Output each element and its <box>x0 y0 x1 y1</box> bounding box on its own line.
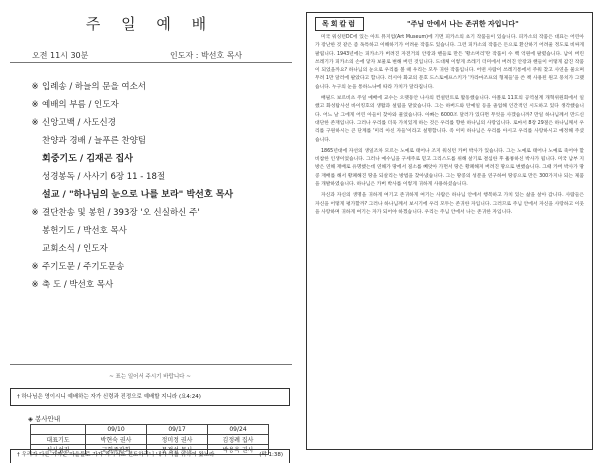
closing-verse-reference: (막 1:38) <box>259 452 283 458</box>
closing-verse-box <box>10 449 290 463</box>
table-cell: 김정례 집사 <box>208 435 269 445</box>
table-row <box>31 435 269 445</box>
order-item <box>28 114 290 132</box>
service-time: 오전 11시 30분 <box>32 51 89 60</box>
order-item <box>28 258 290 276</box>
order-item-text: 봉헌기도 / 박선호 목사 <box>42 226 127 236</box>
order-item <box>28 222 290 240</box>
column-tag: 목회칼럼 <box>315 17 364 31</box>
order-item-text: 교회소식 / 인도자 <box>42 244 108 254</box>
scripture-box: † 하나님은 영이시니 예배하는 자가 신령과 진정으로 예배할 지니라 (요4:24) <box>10 388 290 406</box>
column-title: "주님 안에서 나는 존귀한 자입니다" <box>407 20 519 28</box>
order-item <box>28 150 290 168</box>
column-body <box>315 34 584 217</box>
table-cell: 박현숙 권사 <box>86 435 147 445</box>
closing-verse-text: † 우리가 다른 가까운 마을들로 가자 거기서도 전도하리니 내가 이를 위하여 왔노라 <box>17 452 215 458</box>
order-item <box>28 276 290 294</box>
table-cell: 정미정 권사 <box>147 435 208 445</box>
page-title: 주 일 예 배 <box>85 15 215 33</box>
table-row-label: 대표기도 <box>31 435 86 445</box>
table-header-row <box>31 425 269 435</box>
table-row-label: 식사섬김 <box>31 445 86 455</box>
order-item-text: 회중기도 / 김재곤 집사 <box>42 154 133 164</box>
order-item-text: 주기도문 / 주기도문송 <box>42 262 125 272</box>
order-item <box>28 132 290 150</box>
service-schedule-heading: ◈ 봉사안내 <box>28 415 61 423</box>
table-header-cell: 09/17 <box>147 425 208 435</box>
divider <box>10 364 292 365</box>
column-paragraph: 미국 워싱턴DC에 있는 아트 뮤지엄(Art Museum)에 기면 피카소의 초기 작품들이 있습니다. 피카소의 작품은 대표는 어린아가 장난한 것 같은 좀 독특하고 이해하기가 어려운 작품도 있습니다. 그런 피카소의 작품은 돈으로 환산하기 어려울 정도로 비싸게 팔립니다. 1943년에는 피카소가 버려진 자전거의 안장과 핸들로 만든 '황소머리'란 작품이 수 백 억원에 팔렸습니다. 남이 버린 쓰레기가 피카소의 손에 닿자 보물로 변해 버린 것입니다. 도대체 이렇게 쓰레기 더미에서 버려진 안장과 핸들이 어떻게 값진 작품이 되었을까요? 하나님의 눈으로 우리를 볼 때 우리는 모두 귀한 작품입니다. 어떤 사람이 쓰레기통에서 주워 찾고 사연을 물으며 무려 1만 달러에 팔았다고 합니다. 러시아 화교의 문호 도스토예프스키가 '카라마조프의 형제들'을 쓴 책 사용된 원고 뭉치가 그랬습니다. 누구의 눈을 통하느냐에 따라 가치가 달라집니다. <box>315 35 584 90</box>
table-cell <box>31 425 86 435</box>
column-paragraph: 배필드 보르비츠 주일 예배에 교수는 오랫동안 나사의 컨설턴트로 활동했습니다. 아폴로 11호의 공역설계 개혁위원회에서 일했고 화성탐사선 바이킹호의 생활과 설립을 맡았습니다. 그는 하버드와 탄예일 등을 졸업해 인간적인 시도하고 있다 생각했습니다. 어느 날 그에게 어린 아들이 찾아와 물었습니다. 아빠는 6000조 달러가 있다면 무엇을 사겠습니까? 만일 하나님께서 만드신 대단한 존재입니다. 그러나 우리를 더욱 가치있게 하는 것은 우리를 향한 하나님의 사랑입니다. 로마서 8장 29절은 하나님께서 우리를 구원하시는 큰 단계를 '미리 아신 자들'이라고 설명합니다. 즉 이미 하나님은 우리를 아시고 우리를 사랑하시고 예정해 주셨습니다. <box>315 96 584 143</box>
order-item <box>28 168 290 186</box>
order-item <box>28 186 290 204</box>
asterisk-icon: ※ <box>31 280 39 290</box>
order-item-text: 성경봉독 / 사사기 6장 11 - 18절 <box>42 172 166 182</box>
pastor-column <box>306 12 593 450</box>
order-item-text: 입례송 / 하늘의 문을 여소서 <box>42 82 146 92</box>
order-item-text: 결단찬송 및 봉헌 / 393장 '오 신실하신 주' <box>42 208 200 218</box>
asterisk-icon: ※ <box>31 82 39 92</box>
table-cell: 박용옥 권사 <box>208 445 269 455</box>
asterisk-icon: ※ <box>31 118 39 128</box>
order-item <box>28 96 290 114</box>
order-item-text: 축 도 / 박선호 목사 <box>42 280 114 290</box>
table-cell: 문정선 목사 <box>147 445 208 455</box>
order-item <box>28 204 290 222</box>
standing-note: ~ 표는 일어서 주시기 바랍니다 ~ <box>109 374 191 380</box>
column-header <box>315 17 584 31</box>
order-of-worship <box>28 78 290 294</box>
service-leader: 인도자 : 박선호 목사 <box>170 51 243 60</box>
asterisk-icon: ※ <box>31 100 39 110</box>
order-item-text: 예배의 부름 / 인도자 <box>42 100 119 110</box>
order-item-text: 찬양과 경배 / 늘푸른 찬양팀 <box>42 136 146 146</box>
asterisk-icon: ※ <box>31 208 39 218</box>
table-header-cell: 09/24 <box>208 425 269 435</box>
order-item <box>28 78 290 96</box>
divider <box>10 62 292 63</box>
asterisk-icon: ※ <box>31 262 39 272</box>
table-cell: 교회주관회 <box>86 445 147 455</box>
order-item-text: 신앙고백 / 사도신경 <box>42 118 116 128</box>
column-paragraph: 자신과 자신의 생명을 귀하게 여기고 존귀하게 여기는 사람은 하나님 안에서 행복하고 가치 있는 삶을 살아 갑니다. 사람들은 자신을 어떻게 평가할까? 그러나 하나님께서 보시기에 우리 모두는 존귀한 자입니다. 그러므로 주님 안에서 자신을 사랑하고 이웃을 사랑하며 귀하게 여기는 자가 되어야 하겠습니다. 우리는 주님 안에서 나는 존귀한 자입니다. <box>315 193 584 215</box>
column-paragraph: 1865년대에 자선의 생일조차 모르는 노예로 태어나 조지 워싱턴 카버 박사가 있습니다. 그는 노예로 태어나 노예로 죽어야 할 비참한 인생이었습니다. 그러나 예수님을 구세주로 믿고 그리스도를 위해 살기로 결심한 후 훌륭하신 박사가 됩니다. 미국 남부 지방은 연해 재배로 유명했는데 연해가 땅에서 질소를 빼앗아 가면서 땅은 황폐해져 버려진 땅으로 변했습니다. 그때 카버 박사가 땅콩 재배를 해서 황폐해진 땅을 되살리는 방법을 찾아냈습니다. 그는 땅콩의 성분을 연구하여 땅콩으로 만든 300가지나 되는 제품을 개발하였습니다. 하나님은 카버 박사를 이렇게 귀하게 사용하셨습니다. <box>315 148 584 188</box>
table-header-cell: 09/10 <box>86 425 147 435</box>
order-item <box>28 240 290 258</box>
order-item-text: 설교 / "하나님의 눈으로 나를 보라" 박선호 목사 <box>42 190 234 200</box>
